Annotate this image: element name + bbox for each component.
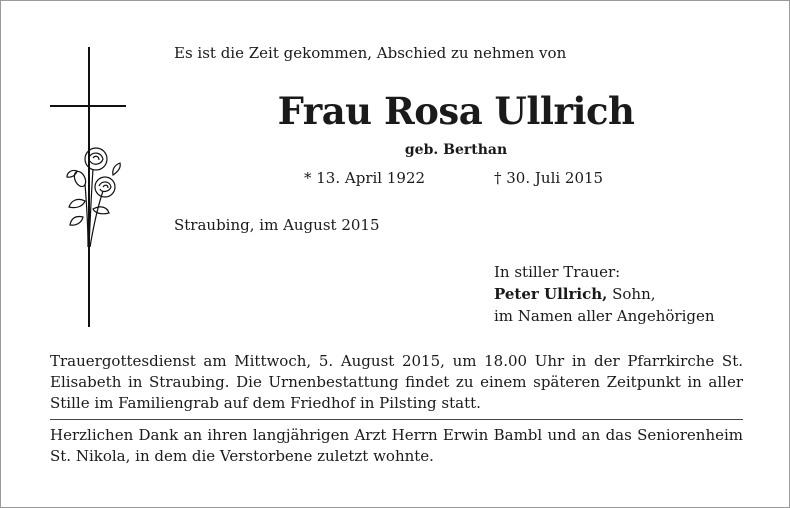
intro-text: Es ist die Zeit gekommen, Abschied zu nehmen von xyxy=(174,44,567,62)
death-date: † 30. Juli 2015 xyxy=(494,169,604,187)
service-paragraph: Trauergottesdienst am Mittwoch, 5. August 2015, um 18.00 Uhr in der Pfarrkirche St. Elisabeth in Straubing. Die Urnenbestattung findet zu einem späteren Zeitpunkt in aller Stille im Familiengrab auf dem Friedhof in Pilsting statt. xyxy=(50,352,743,412)
mourning-intro: In stiller Trauer: xyxy=(494,263,621,281)
birth-date: * 13. April 1922 xyxy=(304,169,426,187)
mourner-relation: Sohn, xyxy=(607,285,656,303)
mourner xyxy=(494,285,656,303)
deceased-name: Frau Rosa Ullrich xyxy=(277,89,635,133)
place-date: Straubing, im August 2015 xyxy=(174,216,380,234)
mourner-note: im Namen aller Angehörigen xyxy=(494,307,715,325)
divider xyxy=(50,419,743,420)
mourner-name: Peter Ullrich, xyxy=(494,285,608,303)
thanks-paragraph: Herzlichen Dank an ihren langjährigen Arzt Herrn Erwin Bambl und an das Seniorenheim St. Nikola, in dem die Verstorbene zuletzt wohnte. xyxy=(50,426,743,465)
maiden-name: geb. Berthan xyxy=(404,142,508,158)
